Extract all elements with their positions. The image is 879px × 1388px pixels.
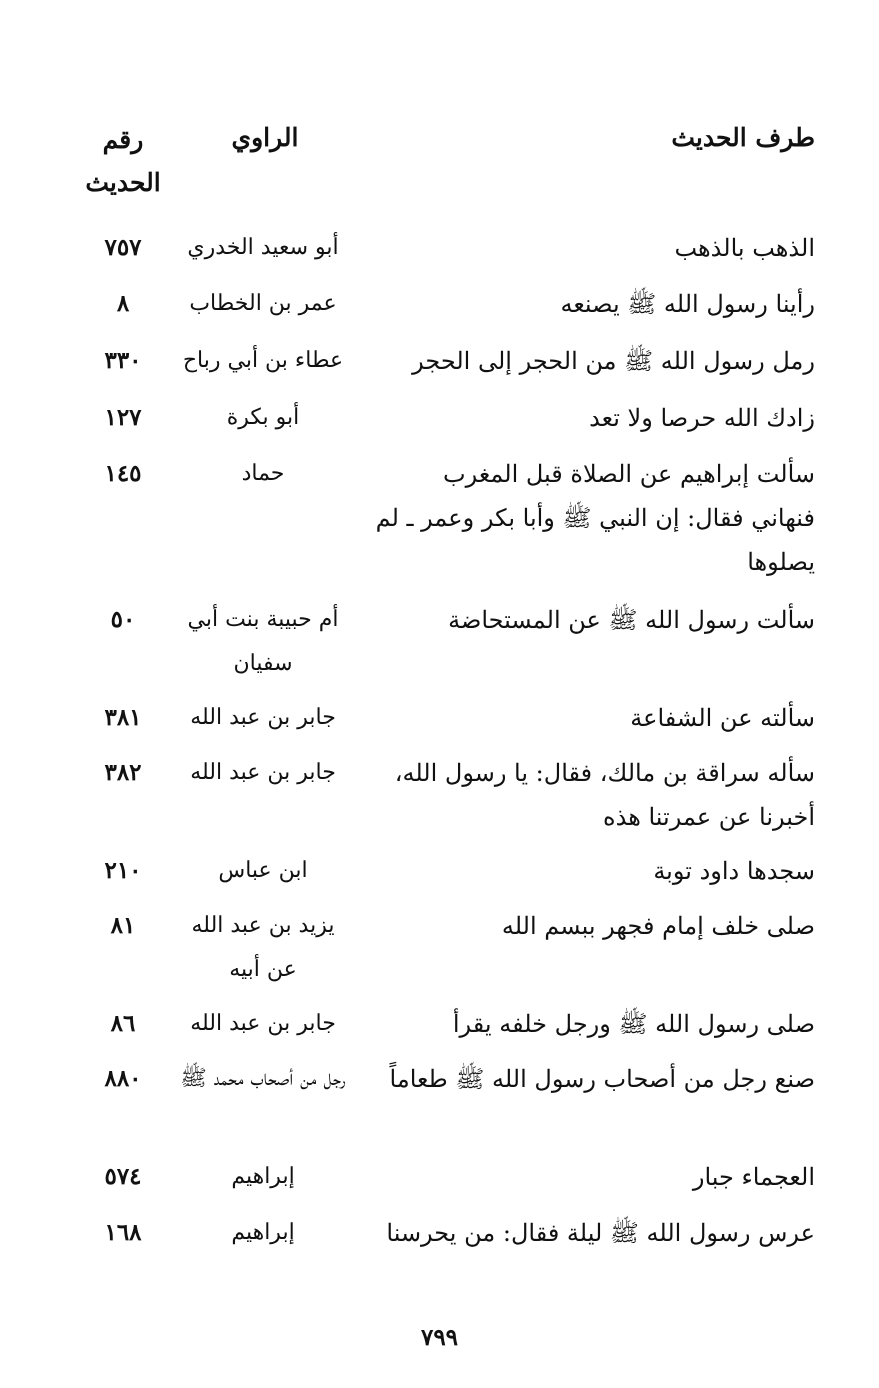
hadith-number: ٢١٠ [104,857,142,884]
table-row [0,1057,879,1155]
page-number: ٧٩٩ [420,1324,459,1351]
hadith-text: عرس رسول الله ﷺ ليلة فقال: من يحرسنا [386,1219,815,1247]
hadith-text: صلى رسول الله ﷺ ورجل خلفه يقرأ [452,1010,815,1038]
hadith-number: ٨١ [110,912,136,939]
table-row [0,849,879,904]
table-row [0,1002,879,1057]
narrator-name: أم حبيبة بنت أبي سفيان [187,607,339,676]
hadith-number: ١٢٧ [104,404,142,431]
hadith-index-table [0,226,879,1267]
narrator-name: جابر بن عبد الله [190,1011,336,1036]
hadith-number: ١٦٨ [104,1219,142,1246]
narrator-name: عطاء بن أبي رباح [182,348,344,373]
hadith-text: العجماء جبار [692,1163,815,1191]
hadith-number: ٥٠ [110,606,136,633]
narrator-name: إبراهيم [231,1220,295,1245]
table-row [0,282,879,339]
hadith-text: زادك الله حرصا ولا تعد [589,404,815,432]
header-narrator-label: الراوي [231,123,299,152]
hadith-text: سأله سراقة بن مالك، فقال: يا رسول الله، أخبرنا عن عمرتنا هذه [394,759,815,831]
hadith-text: رمل رسول الله ﷺ من الحجر إلى الحجر [412,347,815,375]
hadith-text: سألته عن الشفاعة [630,704,815,732]
narrator-name: عمر بن الخطاب [189,291,337,316]
table-row [0,598,879,696]
hadith-number: ١٤٥ [104,460,142,487]
hadith-number: ٨٦ [110,1010,136,1037]
hadith-text: سجدها داود توبة [653,857,815,885]
header-hadith-label: طرف الحديث [671,123,815,152]
table-row [0,452,879,598]
narrator-name: جابر بن عبد الله [190,760,336,785]
table-row [0,396,879,452]
table-row [0,339,879,396]
hadith-text: الذهب بالذهب [674,234,815,262]
narrator-name: إبراهيم [231,1164,295,1189]
hadith-number: ٣٣٠ [104,347,142,374]
hadith-text: سألت رسول الله ﷺ عن المستحاضة [448,606,815,634]
hadith-number: ٧٥٧ [104,234,142,261]
table-row [0,1155,879,1211]
narrator-name: يزيد بن عبد الله عن أبيه [191,913,335,982]
table-row [0,226,879,282]
hadith-text: رأينا رسول الله ﷺ يصنعه [560,290,815,318]
header-number-label: رقم الحديث [85,125,161,197]
table-row [0,1211,879,1267]
narrator-name: جابر بن عبد الله [190,705,336,730]
table-row [0,904,879,1002]
hadith-number: ٣٨١ [104,704,142,731]
table-row [0,751,879,849]
narrator-name: حماد [241,461,285,486]
narrator-name: أبو بكرة [226,405,300,430]
hadith-text: صلى خلف إمام فجهر ببسم الله [501,912,815,940]
hadith-number: ٨٨٠ [104,1065,142,1092]
table-row [0,696,879,751]
hadith-number: ٨ [116,290,130,317]
hadith-number: ٣٨٢ [104,759,142,786]
hadith-text: صنع رجل من أصحاب رسول الله ﷺ طعاماً [389,1065,815,1093]
table-header [0,118,879,208]
hadith-text: سألت إبراهيم عن الصلاة قبل المغرب فنهاني فقال: إن النبي ﷺ وأبا بكر وعمر ـ لم يصلوها [375,460,815,576]
narrator-name: ابن عباس [218,858,308,883]
hadith-number: ٥٧٤ [104,1163,142,1190]
narrator-name: رجل من أصحاب محمد ﷺ [180,1066,346,1091]
narrator-name: أبو سعيد الخدري [187,235,339,260]
